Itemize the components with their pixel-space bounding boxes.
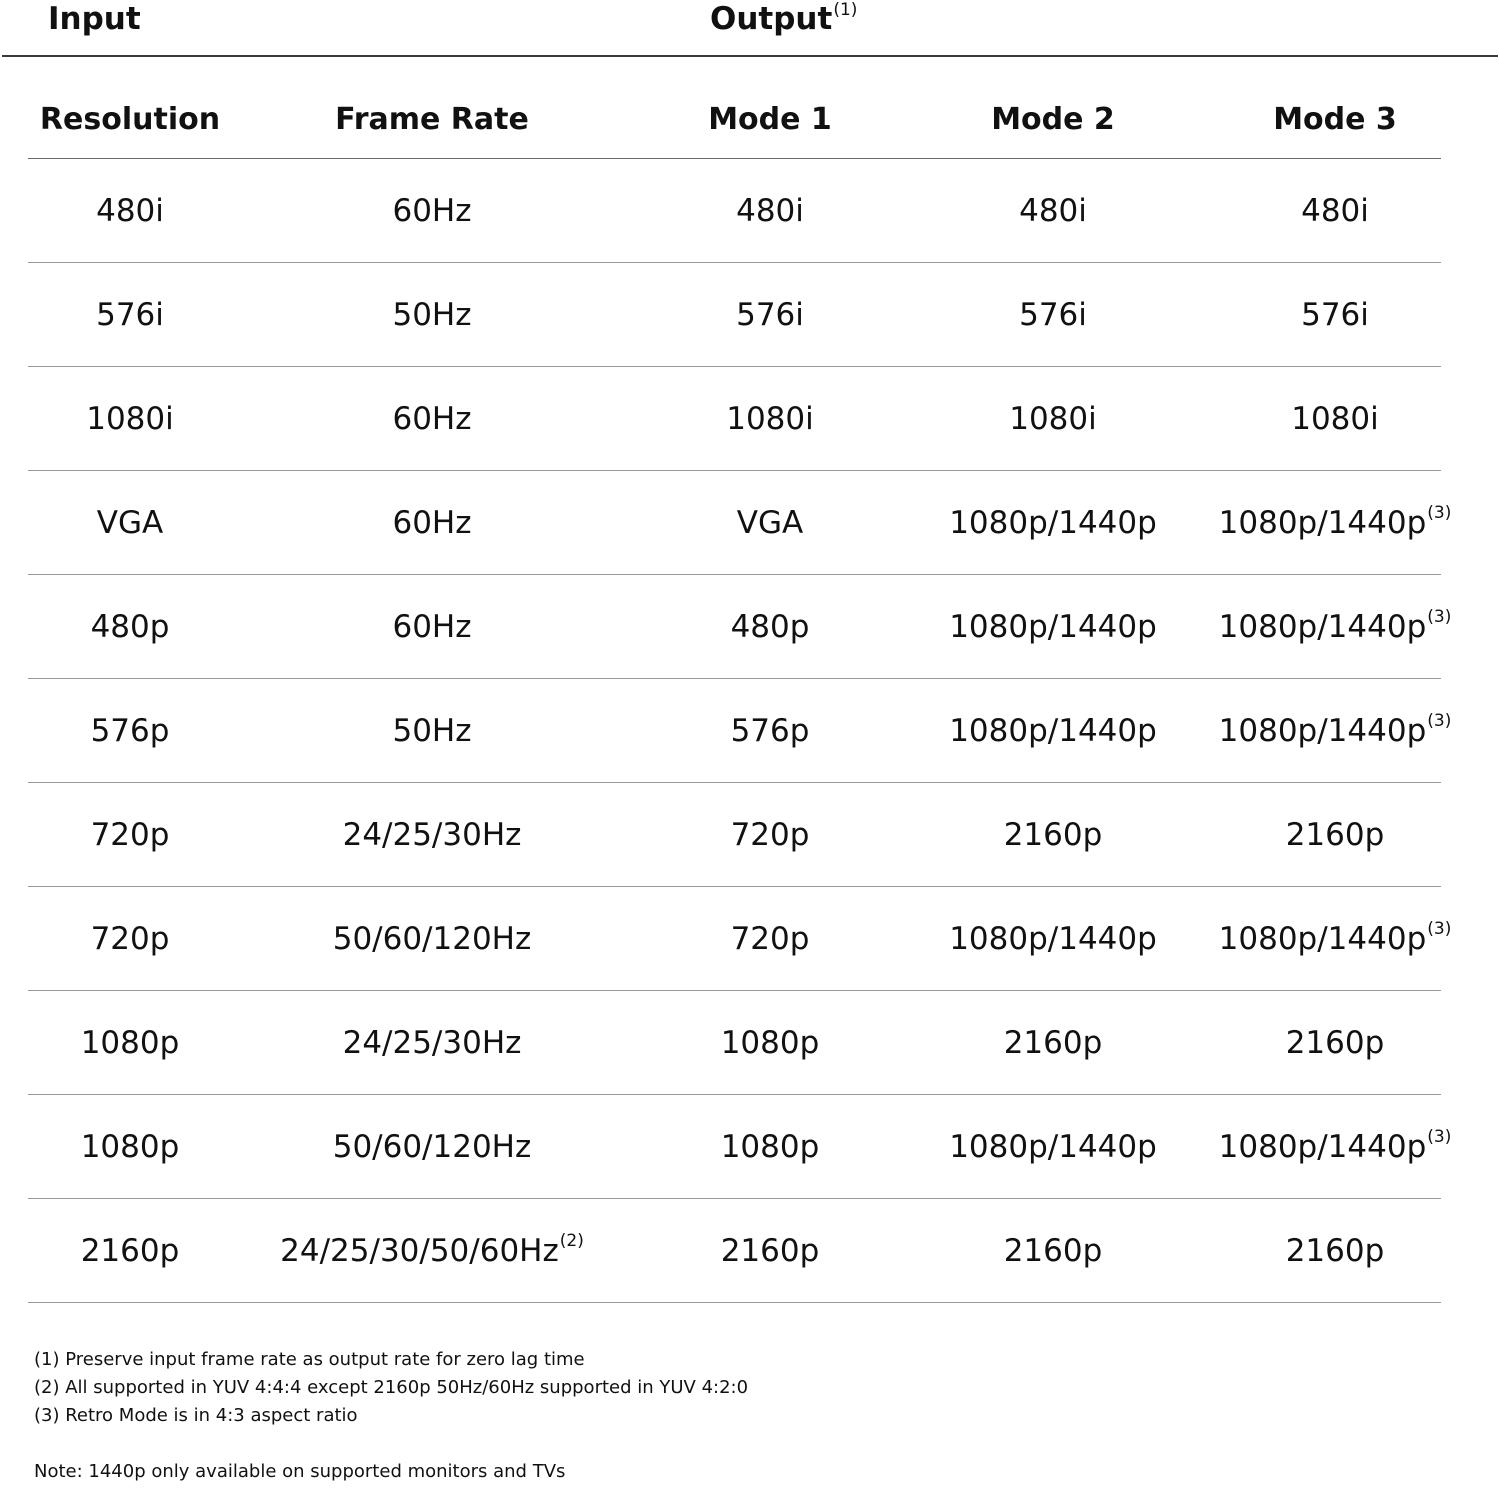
table-row bbox=[28, 367, 1441, 471]
frame-rate-cell-text: 50/60/120Hz bbox=[332, 920, 532, 957]
mode-2-cell-text: 2160p bbox=[1003, 1232, 1103, 1269]
mode-1-cell bbox=[632, 679, 908, 782]
mode-3-cell bbox=[1198, 679, 1472, 782]
frame-rate-cell-text: 60Hz bbox=[392, 192, 472, 229]
column-header-resolution: Resolution bbox=[39, 101, 221, 137]
frame-rate-cell bbox=[232, 471, 632, 574]
table-row bbox=[28, 575, 1452, 679]
table-body bbox=[28, 159, 1452, 1303]
resolution-cell bbox=[28, 575, 232, 678]
mode-3-cell bbox=[1198, 887, 1472, 990]
resolution-cell bbox=[28, 367, 232, 470]
mode-3-cell bbox=[1198, 575, 1472, 678]
mode-2-cell-text: 2160p bbox=[1003, 1024, 1103, 1061]
mode-1-cell bbox=[632, 159, 908, 262]
resolution-cell bbox=[28, 1095, 232, 1198]
footnote-1: (1) Preserve input frame rate as output rate for zero lag time bbox=[34, 1349, 585, 1370]
frame-rate-cell bbox=[232, 783, 632, 886]
footnote-ref: (3) bbox=[1427, 502, 1452, 523]
table-row bbox=[28, 887, 1452, 991]
resolution-cell-text: VGA bbox=[96, 504, 164, 541]
mode-1-cell-text: 720p bbox=[730, 816, 810, 853]
mode-1-cell-text: 1080p bbox=[720, 1024, 820, 1061]
mode-3-cell-text: 1080p/1440p bbox=[1218, 608, 1427, 645]
frame-rate-cell-text: 24/25/30/50/60Hz bbox=[280, 1232, 559, 1269]
mode-2-cell-text: 1080p/1440p bbox=[949, 608, 1157, 645]
mode-1-cell bbox=[632, 887, 908, 990]
frame-rate-cell bbox=[232, 1095, 632, 1198]
mode-1-cell-text: 720p bbox=[730, 920, 810, 957]
column-header-frame-rate: Frame Rate bbox=[335, 101, 529, 137]
table-row bbox=[28, 679, 1452, 783]
input-label: Input bbox=[48, 1, 141, 37]
mode-1-cell bbox=[632, 1095, 908, 1198]
table-row bbox=[28, 159, 1441, 263]
resolution-table bbox=[28, 80, 1452, 1303]
mode-2-cell bbox=[908, 1095, 1198, 1198]
frame-rate-cell bbox=[232, 887, 632, 990]
resolution-cell-text: 2160p bbox=[80, 1232, 180, 1269]
resolution-cell-text: 576i bbox=[96, 296, 164, 333]
mode-1-cell-text: 1080i bbox=[726, 400, 814, 437]
mode-3-cell-text: 576i bbox=[1301, 296, 1369, 333]
footnote-ref: (3) bbox=[1427, 710, 1452, 731]
footnote-2: (2) All supported in YUV 4:4:4 except 2160p 50Hz/60Hz supported in YUV 4:2:0 bbox=[34, 1377, 749, 1398]
mode-3-cell bbox=[1198, 367, 1472, 470]
frame-rate-cell bbox=[232, 263, 632, 366]
frame-rate-cell-text: 60Hz bbox=[392, 504, 472, 541]
mode-3-cell bbox=[1198, 471, 1472, 574]
mode-1-cell-text: 480i bbox=[736, 192, 804, 229]
mode-1-cell bbox=[632, 1199, 908, 1302]
mode-1-cell bbox=[632, 783, 908, 886]
mode-2-cell-text: 1080p/1440p bbox=[949, 504, 1157, 541]
column-header-row bbox=[28, 80, 1441, 159]
mode-3-cell bbox=[1198, 1095, 1472, 1198]
mode-3-cell bbox=[1198, 1199, 1472, 1302]
mode-3-cell bbox=[1198, 991, 1472, 1094]
table-row bbox=[28, 783, 1441, 887]
mode-1-cell bbox=[632, 471, 908, 574]
resolution-cell bbox=[28, 679, 232, 782]
mode-2-cell-text: 1080p/1440p bbox=[949, 920, 1157, 957]
footnote-ref: (3) bbox=[1427, 1126, 1452, 1147]
frame-rate-cell bbox=[232, 159, 632, 262]
mode-2-cell-text: 1080p/1440p bbox=[949, 1128, 1157, 1165]
mode-2-cell bbox=[908, 367, 1198, 470]
mode-1-cell-text: 1080p bbox=[720, 1128, 820, 1165]
mode-3-cell-text: 2160p bbox=[1285, 1024, 1385, 1061]
frame-rate-cell-text: 60Hz bbox=[392, 400, 472, 437]
resolution-cell bbox=[28, 783, 232, 886]
frame-rate-cell bbox=[232, 575, 632, 678]
mode-2-cell-text: 576i bbox=[1019, 296, 1087, 333]
frame-rate-cell bbox=[232, 991, 632, 1094]
mode-3-cell-text: 1080p/1440p bbox=[1218, 504, 1427, 541]
resolution-cell-text: 720p bbox=[90, 920, 170, 957]
mode-3-cell-text: 2160p bbox=[1285, 1232, 1385, 1269]
resolution-cell-text: 1080p bbox=[80, 1024, 180, 1061]
table-row bbox=[28, 263, 1441, 367]
mode-3-cell bbox=[1198, 159, 1472, 262]
table-row bbox=[28, 991, 1441, 1095]
mode-2-cell bbox=[908, 575, 1198, 678]
mode-2-cell-text: 480i bbox=[1019, 192, 1087, 229]
resolution-cell-text: 480i bbox=[96, 192, 164, 229]
mode-1-cell-text: 576i bbox=[736, 296, 804, 333]
mode-3-cell-text: 2160p bbox=[1285, 816, 1385, 853]
column-header-mode-1: Mode 1 bbox=[708, 101, 832, 137]
mode-2-cell bbox=[908, 991, 1198, 1094]
footnote-3: (3) Retro Mode is in 4:3 aspect ratio bbox=[34, 1405, 358, 1426]
mode-1-cell-text: 576p bbox=[730, 712, 810, 749]
mode-2-cell bbox=[908, 783, 1198, 886]
frame-rate-cell bbox=[232, 1199, 632, 1302]
mode-1-cell-text: 480p bbox=[730, 608, 810, 645]
frame-rate-cell bbox=[232, 679, 632, 782]
mode-3-cell-text: 1080p/1440p bbox=[1218, 712, 1427, 749]
input-group-label bbox=[48, 0, 141, 40]
mode-2-cell-text: 1080p/1440p bbox=[949, 712, 1157, 749]
resolution-cell-text: 720p bbox=[90, 816, 170, 853]
mode-1-cell-text: 2160p bbox=[720, 1232, 820, 1269]
column-header-mode-3: Mode 3 bbox=[1273, 101, 1397, 137]
mode-2-cell-text: 1080i bbox=[1009, 400, 1097, 437]
mode-2-cell bbox=[908, 263, 1198, 366]
mode-1-cell bbox=[632, 367, 908, 470]
resolution-cell-text: 480p bbox=[90, 608, 170, 645]
mode-3-cell bbox=[1198, 263, 1472, 366]
mode-3-cell-text: 1080p/1440p bbox=[1218, 920, 1427, 957]
table-row bbox=[28, 471, 1452, 575]
availability-note: Note: 1440p only available on supported monitors and TVs bbox=[34, 1461, 566, 1482]
resolution-cell bbox=[28, 887, 232, 990]
resolution-cell bbox=[28, 1199, 232, 1302]
mode-3-cell-text: 1080p/1440p bbox=[1218, 1128, 1427, 1165]
mode-1-cell-text: VGA bbox=[736, 504, 804, 541]
frame-rate-cell-text: 50/60/120Hz bbox=[332, 1128, 532, 1165]
mode-3-cell-text: 480i bbox=[1301, 192, 1369, 229]
mode-2-cell-text: 2160p bbox=[1003, 816, 1103, 853]
output-group-label bbox=[710, 0, 857, 40]
frame-rate-cell-text: 50Hz bbox=[392, 712, 472, 749]
output-footnote-ref: (1) bbox=[833, 0, 858, 20]
mode-3-cell bbox=[1198, 783, 1472, 886]
frame-rate-cell-text: 60Hz bbox=[392, 608, 472, 645]
mode-3-cell-text: 1080i bbox=[1291, 400, 1379, 437]
resolution-cell-text: 576p bbox=[90, 712, 170, 749]
mode-1-cell bbox=[632, 263, 908, 366]
footnote-ref: (3) bbox=[1427, 606, 1452, 627]
frame-rate-cell-text: 24/25/30Hz bbox=[342, 1024, 522, 1061]
resolution-cell bbox=[28, 263, 232, 366]
resolution-cell-text: 1080i bbox=[86, 400, 174, 437]
footnote-ref: (2) bbox=[559, 1230, 584, 1251]
resolution-cell bbox=[28, 471, 232, 574]
footnotes bbox=[34, 1346, 748, 1486]
table-row bbox=[28, 1095, 1452, 1199]
frame-rate-cell-text: 50Hz bbox=[392, 296, 472, 333]
mode-1-cell bbox=[632, 575, 908, 678]
mode-2-cell bbox=[908, 471, 1198, 574]
column-header-mode-2: Mode 2 bbox=[991, 101, 1115, 137]
header-divider bbox=[2, 55, 1498, 57]
mode-2-cell bbox=[908, 159, 1198, 262]
mode-2-cell bbox=[908, 887, 1198, 990]
frame-rate-cell-text: 24/25/30Hz bbox=[342, 816, 522, 853]
resolution-cell-text: 1080p bbox=[80, 1128, 180, 1165]
mode-2-cell bbox=[908, 679, 1198, 782]
mode-1-cell bbox=[632, 991, 908, 1094]
resolution-cell bbox=[28, 991, 232, 1094]
mode-2-cell bbox=[908, 1199, 1198, 1302]
table-row bbox=[28, 1199, 1441, 1303]
resolution-cell bbox=[28, 159, 232, 262]
output-label: Output bbox=[710, 1, 833, 37]
frame-rate-cell bbox=[232, 367, 632, 470]
footnote-ref: (3) bbox=[1427, 918, 1452, 939]
